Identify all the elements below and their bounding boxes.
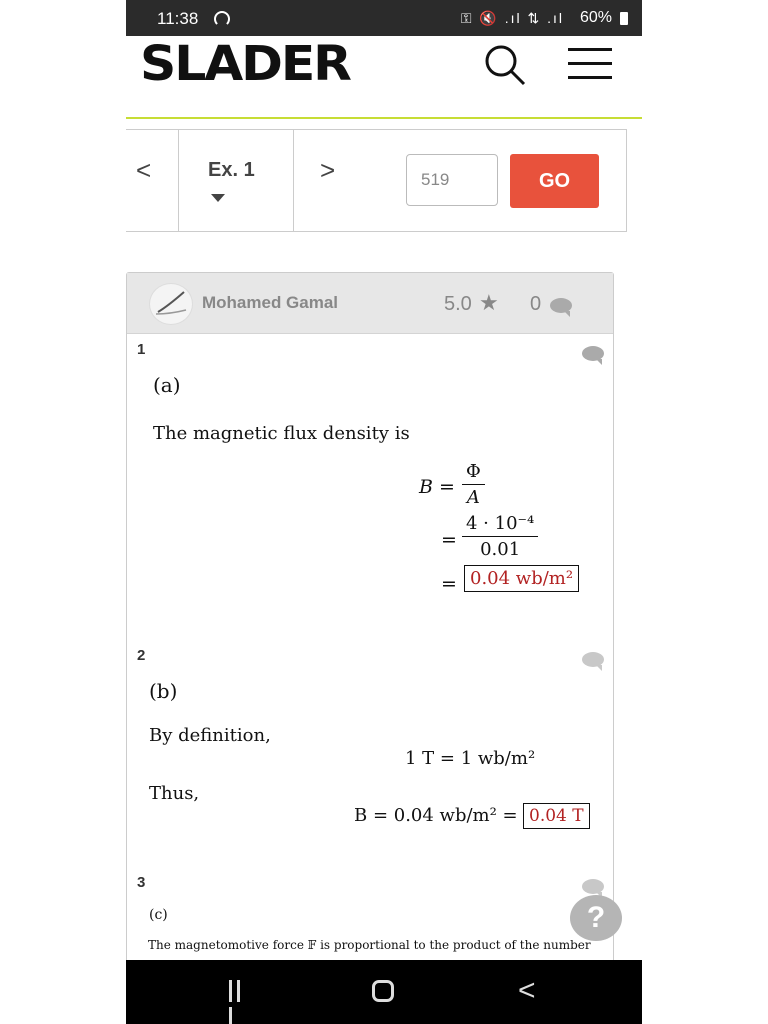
step-comment-icon[interactable] [582, 346, 604, 361]
back-icon[interactable]: < [518, 974, 536, 1007]
android-nav-bar [126, 960, 642, 1024]
equals-sign: = [441, 573, 457, 595]
status-time: 11:38 [157, 9, 199, 28]
solution-card [126, 272, 614, 974]
go-button[interactable]: GO [510, 154, 599, 208]
next-exercise-button[interactable]: > [320, 155, 336, 185]
step-number: 2 [137, 647, 146, 664]
step-text: Thus, [149, 783, 200, 804]
boxed-answer: 0.04 wb/m² [464, 565, 579, 592]
step-heading: (b) [149, 679, 178, 703]
fraction-phi-over-a: $\frac{\Phi}{A}$ [462, 461, 485, 508]
star-icon[interactable]: ★ [479, 290, 499, 315]
step-number: 3 [137, 874, 146, 891]
step-text: The magnetomotive force 𝔽 is proportional to the product of the number [148, 938, 591, 952]
phone-screen [126, 0, 642, 1024]
solution-header [127, 273, 613, 334]
exercise-selector[interactable]: Ex. 1 [208, 159, 255, 181]
author-name[interactable]: Mohamed Gamal [202, 293, 339, 312]
comment-icon[interactable] [550, 298, 572, 313]
header-divider [126, 117, 642, 119]
equals-sign: = [441, 529, 457, 551]
equation-lhs: B = [419, 476, 455, 498]
comment-count[interactable]: 0 [530, 293, 542, 315]
chevron-down-icon[interactable] [211, 194, 225, 202]
equation: B = 0.04 wb/m² = [354, 805, 518, 826]
step-number: 1 [137, 341, 146, 358]
exercise-navigation [126, 129, 627, 232]
battery-icon [620, 12, 628, 25]
help-button[interactable]: ? [570, 895, 622, 941]
status-bar [126, 0, 642, 36]
step-text: By definition, [149, 725, 271, 746]
recent-apps-icon[interactable] [229, 980, 251, 1002]
equation: 1 T = 1 wb/m² [405, 748, 536, 769]
home-icon[interactable] [372, 980, 394, 1002]
step-heading: (c) [149, 907, 168, 923]
step-text: The magnetic flux density is [153, 423, 410, 444]
rating-value: 5.0 [444, 293, 472, 315]
battery-percent: 60% [579, 9, 612, 26]
boxed-answer: 0.04 T [523, 803, 590, 829]
step-heading: (a) [153, 373, 181, 397]
avatar[interactable] [149, 283, 193, 325]
hamburger-menu-icon[interactable] [568, 48, 612, 80]
fraction-values: $\frac{\text{4 · 10⁻⁴}}{0.01}$ [462, 513, 538, 560]
prev-exercise-button[interactable]: < [136, 155, 152, 185]
page-number-input[interactable] [406, 154, 498, 206]
step-comment-icon[interactable] [582, 652, 604, 667]
status-icons: ⚿ 🔇 .ıl ⇅ .ıl [460, 10, 564, 26]
sync-icon [214, 11, 230, 27]
step-comment-icon[interactable] [582, 879, 604, 894]
search-icon[interactable] [484, 44, 526, 86]
slader-logo[interactable]: SLADER [140, 36, 350, 92]
